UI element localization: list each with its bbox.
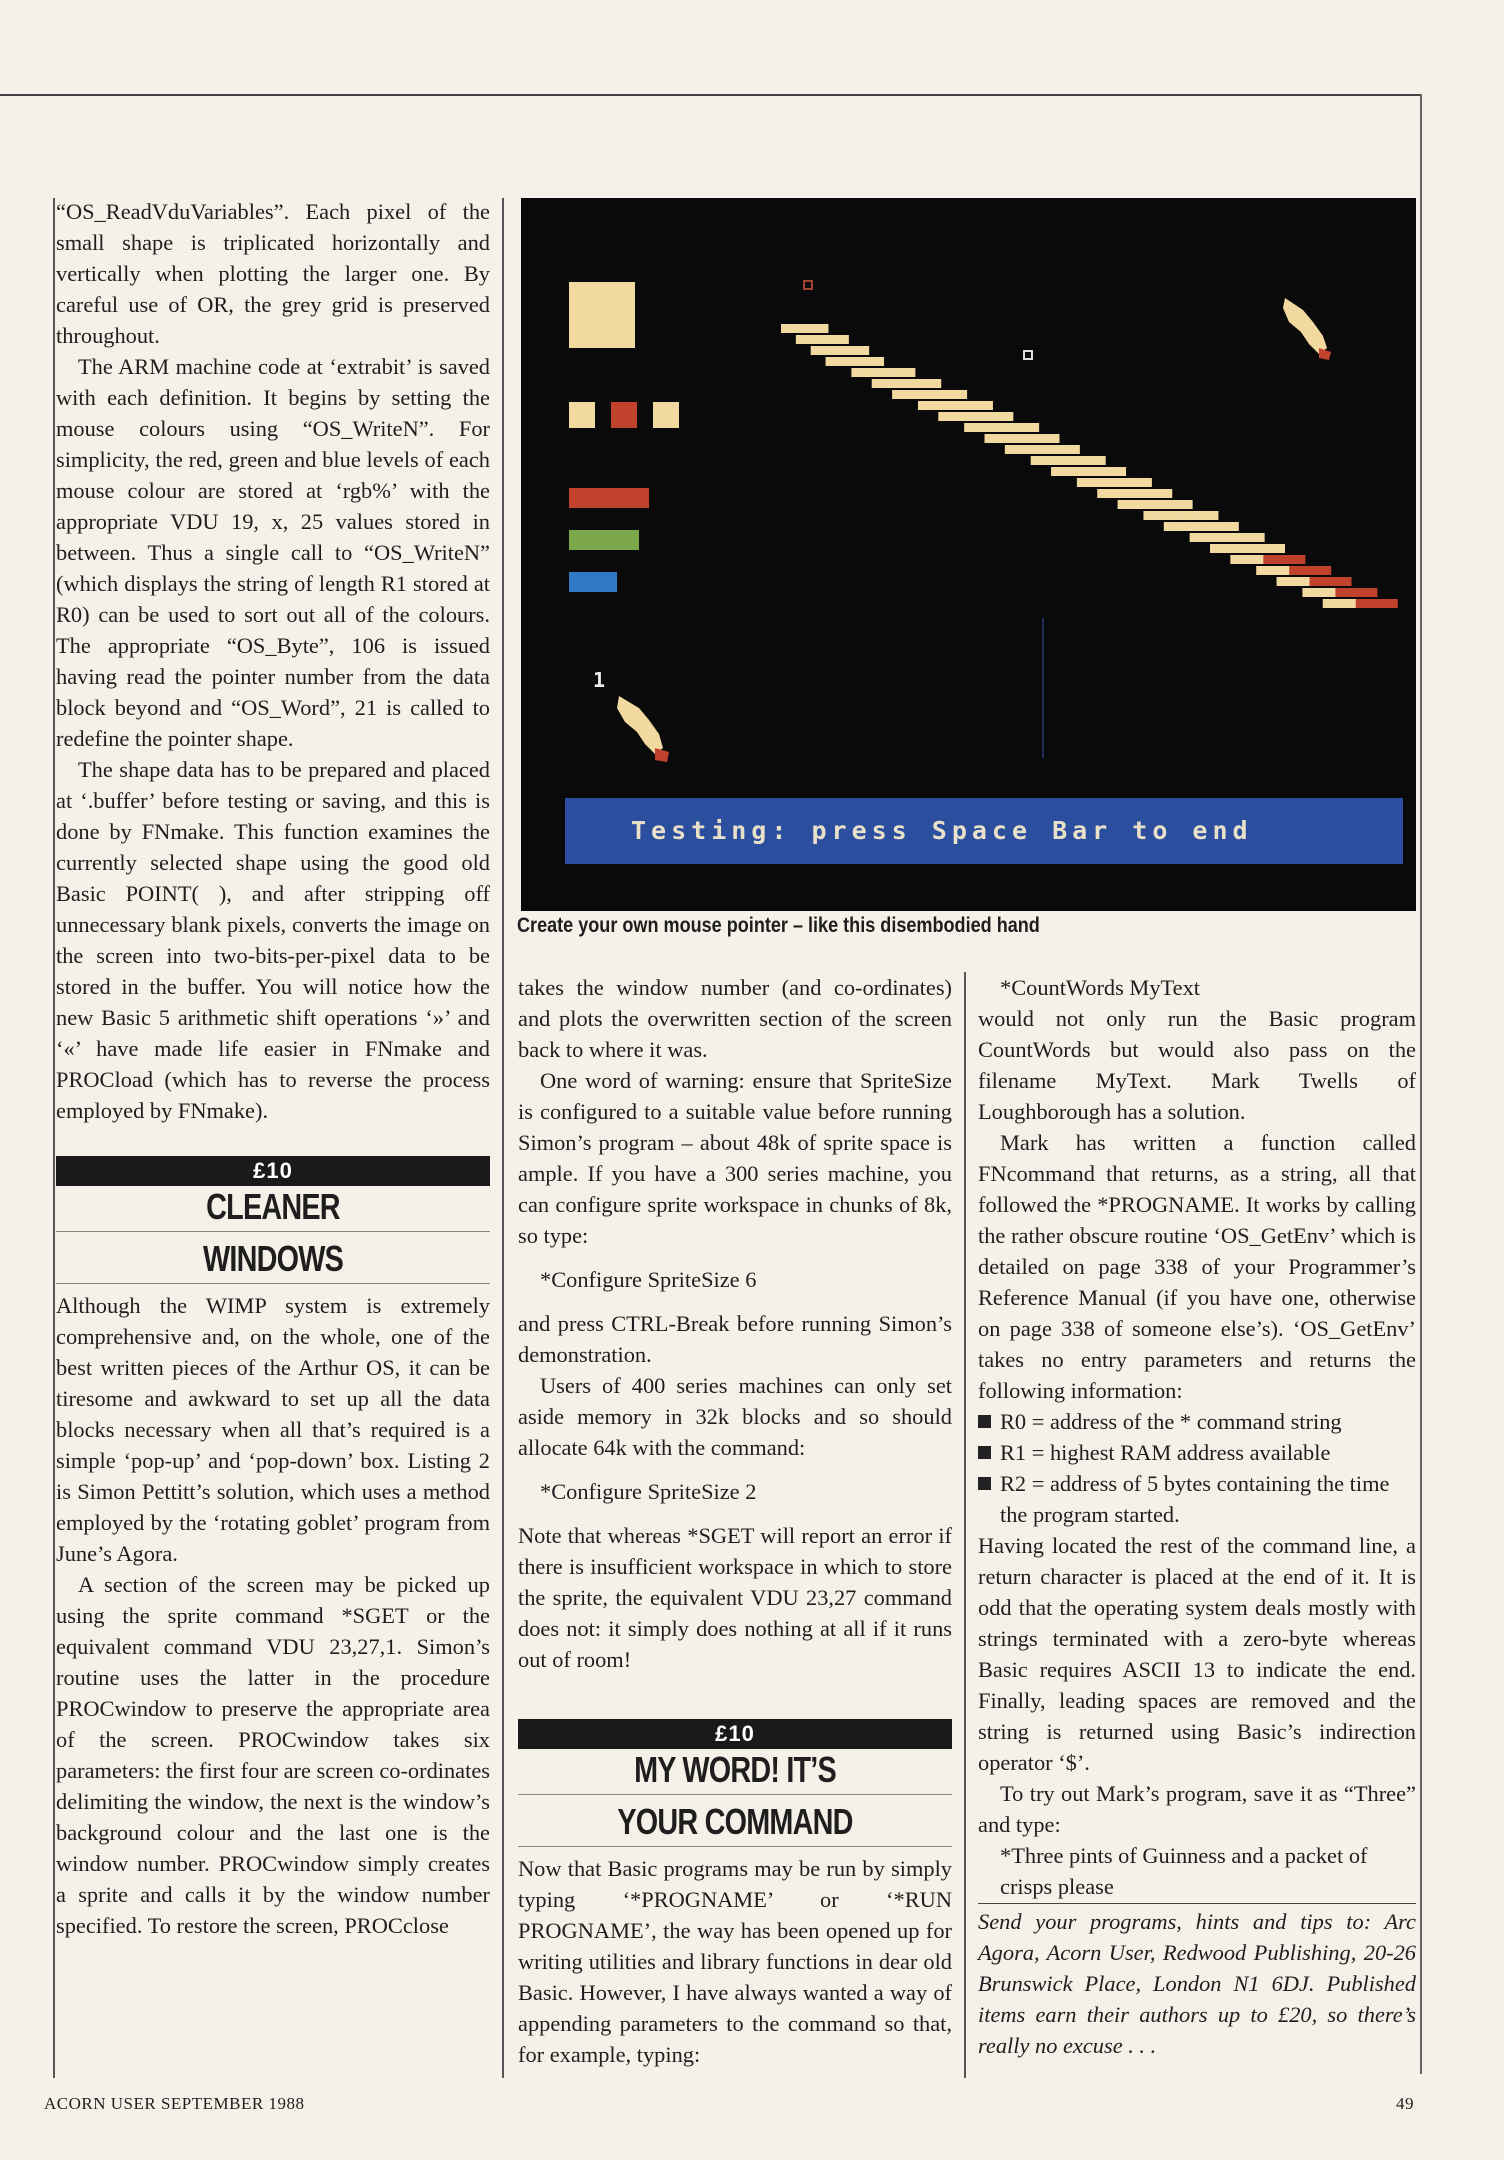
top-rule [0, 94, 1422, 96]
command-line: *Configure SpriteSize 6 [540, 1267, 757, 1292]
pointer-number-label: 1 [593, 668, 606, 692]
col1-paragraph: The ARM machine code at ‘extrabit’ is saved with each definition. It begins by setting the mouse colours using “OS_WriteN”. For simplicity, the red, green and blue levels of each mouse colour are stored at ‘rgb%’ with the appropriate VDU 19, x, 25 values stored in between. Thus a single call to “OS_WriteN” (which displays the string of length R1 stored at R0) can be used to sort out all of the colours. The appropriate “OS_Byte”, 106 is issued having read the pointer number from the data block beyond and “OS_Word”, 21 is called to redefine the pointer shape. [56, 354, 490, 751]
column-rule [53, 198, 55, 2078]
status-bar-text: Testing: press Space Bar to end [631, 816, 1253, 845]
section-title: CLEANER [206, 1186, 340, 1227]
divider [518, 1846, 952, 1847]
divider [56, 1283, 490, 1284]
hand-pointer-icon [613, 690, 677, 766]
bullet-item: R2 = address of 5 bytes containing the time the program started. [978, 1468, 1416, 1530]
right-rule [1420, 94, 1422, 2074]
footer-masthead: ACORN USER SEPTEMBER 1988 [44, 2094, 305, 2113]
divider [518, 1794, 952, 1795]
col3-paragraph: To try out Mark’s program, save it as “Three” and type: [978, 1781, 1416, 1837]
col3-paragraph: Mark has written a function called FNcommand that returns, as a string, all that followed the *PROGNAME. It works by calling the rather obscure routine ‘OS_GetEnv’ which is detailed on page 338 of your Programmer’s Reference Manual (if you have one, otherwise on page 338 of someone else’s). ‘OS_GetEnv’ takes no entry parameters and returns the following information: [978, 1130, 1416, 1403]
column-rule [964, 972, 966, 2078]
bullet-square-icon [978, 1446, 991, 1459]
bullet-item: R0 = address of the * command string [978, 1406, 1416, 1437]
col1-paragraph: “OS_ReadVduVariables”. Each pixel of the small shape is triplicated horizontally and vertically when plotting the larger one. By careful use of OR, the grey grid is preserved throughout. [56, 199, 490, 348]
hand-pointer-icon [1279, 292, 1339, 364]
divider [56, 1231, 490, 1232]
bullet-item: R1 = highest RAM address available [978, 1437, 1416, 1468]
column-1 [56, 196, 490, 1941]
submission-note: Send your programs, hints and tips to: Arc Agora, Acorn User, Redwood Publishing, 20-26 Brunswick Place, London N1 6DJ. Published items earn their authors up to £20, so there’s really no excuse . . . [978, 1909, 1416, 2058]
col2-paragraph: Users of 400 series machines can only set aside memory in 32k blocks and so should allocate 64k with the command: [518, 1373, 952, 1460]
col1-paragraph: A section of the screen may be picked up using the sprite command *SGET or the equivalent command VDU 23,27,1. Simon’s routine uses the latter in the procedure PROCwindow to preserve the appropriate area of the screen. PROCwindow takes six parameters: the first four are screen co-ordinates delimiting the window, the next is the window’s background colour and the last one is the window number. PROCwindow simply creates a sprite and calls it by the window number specified. To restore the screen, PROCclose [56, 1572, 490, 1938]
screenshot-image [521, 198, 1416, 911]
command-line: *CountWords MyText [1000, 975, 1201, 1000]
page-number: 49 [1396, 2094, 1414, 2113]
col3-paragraph: would not only run the Basic program CountWords but would also pass on the filename MyText. Mark Twells of Loughborough has a solution. [978, 1006, 1416, 1124]
bullet-square-icon [978, 1415, 991, 1428]
col1-paragraph: The shape data has to be prepared and placed at ‘.buffer’ before testing or saving, and this is done by FNmake. This function examines the currently selected shape using the good old Basic POINT( ), and after stripping off unnecessary blank pixels, converts the image on the screen into two-bits-per-pixel data to be stored in the buffer. You will notice how the new Basic 5 arithmetic shift operations ‘»’ and ‘«’ have made life easier in FNmake and PROCload (which has to reverse the process employed by FNmake). [56, 757, 490, 1123]
bullet-square-icon [978, 1477, 991, 1490]
column-3 [978, 972, 1416, 2061]
col2-paragraph: Note that whereas *SGET will report an error if there is insufficient workspace in which to store the sprite, the equivalent VDU 23,27 command does not: it simply does nothing at all if it runs out of room! [518, 1523, 952, 1672]
section-title: YOUR COMMAND [617, 1801, 853, 1842]
prize-badge: £10 [518, 1719, 952, 1749]
section-title: WINDOWS [203, 1238, 343, 1279]
col3-paragraph: Having located the rest of the command line, a return character is placed at the end of it. It is odd that the operating system deals mostly with strings terminated with a zero-byte whereas Basic requires ASCII 13 to indicate the end. Finally, leading spaces are removed and the string is returned using Basic’s indirection operator ‘$’. [978, 1533, 1416, 1775]
section-header-cleaner-windows [56, 1156, 490, 1284]
col1-paragraph: Although the WIMP system is extremely comprehensive and, on the whole, one of the best written pieces of the Arthur OS, it can be tiresome and awkward to set up all the data blocks necessary when all that’s required is a simple ‘pop-up’ and ‘pop-down’ box. Listing 2 is Simon Pettitt’s solution, which uses a method employed by the ‘rotating goblet’ program from June’s Agora. [56, 1293, 490, 1566]
section-header-my-word [518, 1719, 952, 1847]
command-line: *Configure SpriteSize 2 [540, 1479, 757, 1504]
column-2 [518, 972, 952, 2070]
section-title: MY WORD! IT’S [634, 1749, 836, 1790]
col2-paragraph: One word of warning: ensure that SpriteSize is configured to a suitable value before running Simon’s program – about 48k of sprite space is ample. If you have a 300 series machine, you can configure sprite workspace in chunks of 8k, so type: [518, 1068, 952, 1248]
col2-paragraph: and press CTRL-Break before running Simon’s demonstration. [518, 1311, 952, 1367]
figure-caption: Create your own mouse pointer – like this disembodied hand [517, 914, 1040, 937]
command-line: *Three pints of Guinness and a packet of crisps please [1000, 1843, 1368, 1899]
status-bar [565, 798, 1403, 864]
prize-badge: £10 [56, 1156, 490, 1186]
column-rule [502, 198, 504, 2078]
divider [978, 1903, 1416, 1904]
col2-paragraph: takes the window number (and co-ordinates) and plots the overwritten section of the screen back to where it was. [518, 975, 952, 1062]
col2-paragraph: Now that Basic programs may be run by simply typing ‘*PROGNAME’ or ‘*RUN PROGNAME’, the way has been opened up for writing utilities and library functions in dear old Basic. However, I have always wanted a way of appending parameters to the command so that, for example, typing: [518, 1856, 952, 2067]
